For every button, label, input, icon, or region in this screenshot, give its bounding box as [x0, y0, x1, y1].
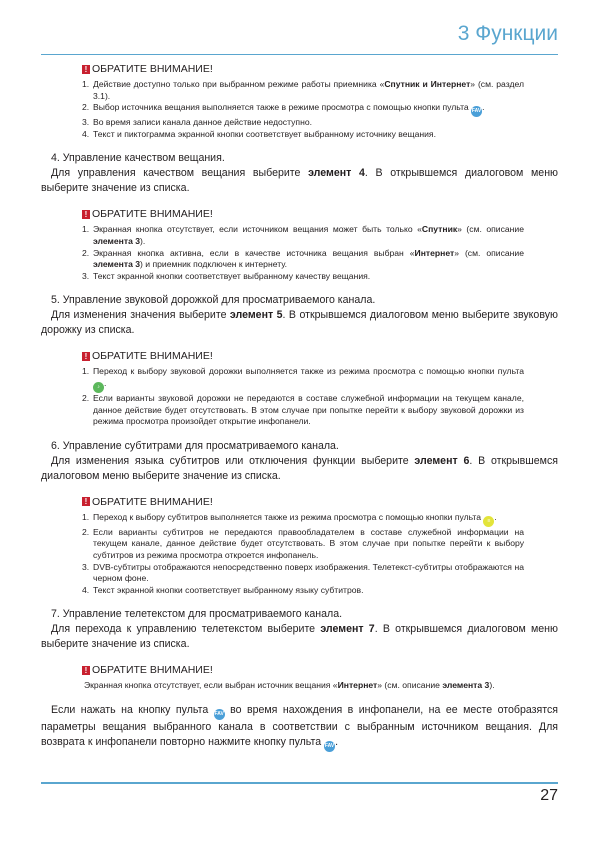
note-list-item	[82, 393, 524, 428]
note-list-item	[82, 79, 524, 102]
exclamation-icon: !	[82, 497, 90, 506]
bold-text: элемент 5	[229, 309, 283, 322]
section-title: 5. Управление звуковой дорожкой для просматриваемого канала.	[51, 294, 376, 307]
footer-divider	[41, 782, 558, 784]
text-run: . В открывшемся диалоговом меню выберите звуковую дорожку из списка.	[41, 309, 558, 337]
bold-text: элемент 7	[320, 623, 375, 636]
bold-text: элемента 3	[93, 235, 141, 246]
text-run: Во время записи канала данное действие недоступно.	[93, 117, 312, 128]
note-heading	[82, 349, 524, 363]
bold-text: элемент 6	[414, 454, 470, 467]
section	[41, 607, 558, 652]
note-list-item	[82, 562, 524, 585]
text-run: Экранная кнопка отсутствует, если источником вещания может быть только «	[93, 224, 422, 235]
exclamation-icon: !	[82, 352, 90, 361]
note-heading-text: ОБРАТИТЕ ВНИМАНИЕ!	[92, 350, 213, 363]
list-number: 2.	[82, 526, 90, 537]
note-list-item	[82, 366, 524, 393]
note-text	[82, 680, 524, 692]
list-number: 2.	[82, 102, 90, 113]
section-title: 4. Управление качеством вещания.	[51, 152, 225, 165]
list-number: 3.	[82, 117, 90, 128]
note-list-item	[82, 271, 524, 283]
fav-remote-button-icon: FAV	[471, 106, 482, 117]
bold-text: Спутник и Интернет	[384, 79, 471, 89]
attention-note	[82, 62, 524, 140]
exclamation-icon: !	[82, 666, 90, 675]
text-run: Текст экранной кнопки соответствует выбранному качеству вещания.	[93, 270, 371, 281]
bold-text: элемент 4	[308, 167, 365, 180]
note-list	[82, 224, 524, 282]
note-list-item	[82, 585, 524, 597]
attention-note	[82, 349, 524, 427]
bold-text: Спутник	[421, 224, 458, 235]
bold-text: Интернет	[337, 680, 378, 691]
note-list-item	[82, 512, 524, 527]
list-number: 1.	[82, 79, 90, 89]
text-run: .	[335, 735, 339, 748]
note-list-item	[82, 102, 524, 117]
page-content	[41, 62, 558, 763]
list-number: 1.	[82, 224, 90, 235]
list-number: 4.	[82, 584, 90, 595]
note-heading	[82, 663, 524, 677]
fav-remote-button-icon: FAV	[214, 709, 225, 720]
text-run: Если варианты звуковой дорожки не передаются в составе служебной информации на текущем канале, данное действие будет отсутствовать. В этом случае при попытке перейти к выбору звуковой дорожки из режима просмотра произойдет открытие инфопанели.	[93, 392, 524, 427]
closing-paragraph	[41, 703, 558, 752]
text-run: . В открывшемся диалоговом меню выберите значение из списка.	[41, 623, 558, 651]
text-run: Для управления качеством вещания выберите	[51, 167, 309, 180]
text-run: ) и приемник подключен к интернету.	[140, 259, 288, 270]
bold-text: элемента 3	[93, 259, 141, 270]
list-number: 2.	[82, 392, 90, 403]
exclamation-icon: !	[82, 65, 90, 74]
text-run: Действие доступно только при выбранном режиме работы приемника «	[93, 79, 385, 89]
text-run: Текст и пиктограмма экранной кнопки соответствует выбранному источнику вещания.	[93, 128, 436, 139]
section-paragraph	[41, 703, 558, 752]
text-run: . В открывшемся диалоговом меню выберите значение из списка.	[41, 454, 558, 482]
header-divider	[41, 54, 558, 55]
text-run: .	[482, 102, 485, 113]
text-run: . В открывшемся диалоговом меню выберите значение из списка.	[41, 167, 558, 195]
section	[41, 293, 558, 338]
text-run: » (см. описание	[377, 680, 443, 691]
attention-note	[82, 663, 524, 692]
list-number: 1.	[82, 366, 90, 377]
text-run: DVB-субтитры отображаются непосредственно поверх изображения. Телетекст-субтитры отображаются на черном фоне.	[93, 561, 524, 584]
list-number: 3.	[82, 270, 90, 281]
note-list-item	[82, 248, 524, 271]
chapter-title: 3 Функции	[457, 22, 558, 45]
subtitle-remote-button-icon: ≡	[483, 516, 494, 527]
note-heading-text: ОБРАТИТЕ ВНИМАНИЕ!	[92, 664, 213, 677]
section-paragraph	[41, 166, 558, 196]
text-run: Для перехода к управлению телетекстом выберите	[51, 623, 321, 636]
note-list-item	[82, 527, 524, 562]
section-paragraph	[41, 308, 558, 338]
text-run: Для изменения языка субтитров или отключения функции выберите	[51, 454, 415, 467]
note-list	[82, 79, 524, 140]
text-run: Переход к выбору субтитров выполняется также из режима просмотра с помощью кнопки пульта	[93, 511, 484, 522]
note-list	[82, 366, 524, 427]
note-heading-text: ОБРАТИТЕ ВНИМАНИЕ!	[92, 63, 213, 75]
text-run: Текст экранной кнопки соответствует выбранному языку субтитров.	[93, 584, 364, 595]
text-run: Если варианты субтитров не передаются правообладателем в составе служебной информации на текущем канале, данное действие будет отсутствовать. В этом случае при попытке перейти к выбору субтитров из режима просмотра откроется инфопанель.	[93, 526, 524, 560]
list-number: 3.	[82, 561, 90, 572]
text-run: Для изменения значения выберите	[51, 309, 230, 322]
note-heading-text: ОБРАТИТЕ ВНИМАНИЕ!	[92, 495, 213, 508]
section	[41, 151, 558, 196]
text-run: .	[494, 511, 497, 522]
note-heading	[82, 495, 524, 509]
text-run: ).	[489, 680, 495, 691]
fav-remote-button-icon: FAV	[324, 741, 335, 752]
attention-note	[82, 207, 524, 282]
list-number: 2.	[82, 247, 90, 258]
text-run: Переход к выбору звуковой дорожки выполняется также из режима просмотра с помощью кнопки пульта	[93, 366, 524, 377]
text-run: Выбор источника вещания выполняется также в режиме просмотра с помощью кнопки пульта	[93, 102, 472, 113]
page-number: 27	[540, 787, 558, 804]
text-run: Экранная кнопка отсутствует, если выбран источник вещания «	[84, 680, 338, 691]
bold-text: элемента 3	[442, 680, 490, 691]
list-number: 1.	[82, 511, 90, 522]
audio-remote-button-icon: ♪	[93, 382, 104, 393]
attention-note	[82, 495, 524, 597]
text-run: » (см. описание	[457, 224, 524, 235]
text-run: .	[104, 377, 107, 388]
text-run: ).	[140, 235, 146, 246]
section-paragraph	[41, 454, 558, 484]
text-run: Если нажать на кнопку пульта	[51, 703, 214, 716]
note-heading-text: ОБРАТИТЕ ВНИМАНИЕ!	[92, 208, 213, 221]
section-title: 7. Управление телетекстом для просматриваемого канала.	[51, 608, 343, 621]
bold-text: Интернет	[414, 247, 455, 258]
note-heading	[82, 207, 524, 221]
text-run: Экранная кнопка активна, если в качестве источника вещания выбран «	[93, 247, 415, 258]
section-paragraph	[41, 622, 558, 652]
section-title: 6. Управление субтитрами для просматриваемого канала.	[51, 439, 339, 452]
text-run: » (см. описание	[454, 247, 524, 258]
exclamation-icon: !	[82, 210, 90, 219]
note-list	[82, 512, 524, 597]
text-run: » (см. раздел 3.1).	[93, 79, 524, 101]
section	[41, 439, 558, 484]
text-run: во время нахождения в инфопанели, на ее месте отобразятся параметры вещания выбранного канала в соответствии с выбранным источником вещания. Для возврата к инфопанели повторно нажмите кнопку пульта	[41, 703, 558, 748]
list-number: 4.	[82, 128, 90, 139]
note-list-item	[82, 117, 524, 129]
note-heading	[82, 62, 524, 76]
note-list-item	[82, 129, 524, 141]
note-list-item	[82, 224, 524, 247]
